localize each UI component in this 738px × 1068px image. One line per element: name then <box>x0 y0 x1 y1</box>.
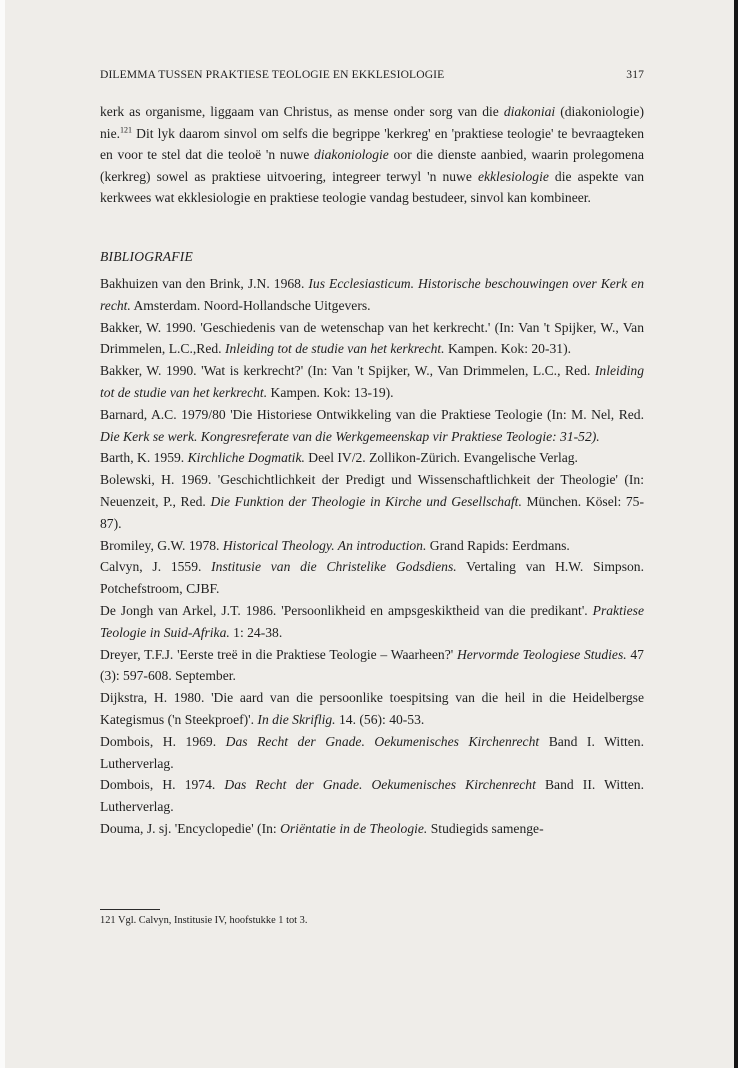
bibliography-list <box>100 273 644 840</box>
bibliography-heading: BIBLIOGRAFIE <box>100 249 193 264</box>
bibliography-entry: De Jongh van Arkel, J.T. 1986. 'Persoonlikheid en ampsgeskiktheid van die predikant'. Praktiese Teologie in Suid-Afrika. 1: 24-38. <box>100 602 644 640</box>
footnote: 121 Vgl. Calvyn, Institusie IV, hoofstukke 1 tot 3. <box>100 915 308 926</box>
scan-edge-right <box>734 0 738 1068</box>
bibliography-entry: Bakhuizen van den Brink, J.N. 1968. Ius Ecclesiasticum. Historische beschouwingen over Kerk en recht. Amsterdam. Noord-Hollandsche Uitgevers. <box>100 276 644 313</box>
intro-text-2: (diakoniologie) nie. <box>100 104 644 141</box>
bibliography-entry: Bolewski, H. 1969. 'Geschichtlichkeit der Predigt und Wissenschaftlichkeit der Theologie' (In: Neuenzeit, P., Red. Die Funktion der Theologie in Kirche und Gesellschaft. München. Kösel: 75-87). <box>100 472 644 531</box>
bibliography-entry: Calvyn, J. 1559. Institusie van die Christelike Godsdiens. Vertaling van H.W. Simpson. Potchefstroom, CJBF. <box>100 559 644 597</box>
bibliography-entry: Dombois, H. 1969. Das Recht der Gnade. Oekumenisches Kirchenrecht Band I. Witten. Lutherverlag. <box>100 733 644 771</box>
footnote-reference: 121 <box>120 125 133 135</box>
intro-emphasis-1: diakoniai <box>503 104 556 119</box>
footnote-divider <box>100 909 160 910</box>
page-number: 317 <box>626 68 644 81</box>
intro-emphasis-3: ekklesiologie <box>477 168 549 184</box>
bibliography-entry: Dombois, H. 1974. Das Recht der Gnade. Oekumenisches Kirchenrecht Band II. Witten. Lutherverlag. <box>100 777 644 815</box>
intro-paragraph <box>100 101 644 209</box>
intro-text-1: kerk as organisme, liggaam van Christus, as mense onder sorg van die <box>100 104 504 119</box>
scan-edge-left <box>0 0 5 1068</box>
intro-text-5: die aspekte van kerkwees wat ekklesiologie en praktiese teologie vandag bestudeer, sinvol kan kombineer. <box>100 168 644 206</box>
bibliography-entry: Dreyer, T.F.J. 'Eerste treë in die Praktiese Teologie – Waarheen?' Hervormde Teologiese Studies. 47 (3): 597-608. September. <box>100 646 644 684</box>
bibliography-entry: Bakker, W. 1990. 'Wat is kerkrecht?' (In: Van 't Spijker, W., Van Drimmelen, L.C., Red. Inleiding tot de studie van het kerkrecht. Kampen. Kok: 13-19). <box>100 363 644 400</box>
intro-text-4: oor die dienste aanbied, waarin prolegomena (kerkreg) sowel as praktiese uitvoering, integreer terwyl 'n nuwe <box>100 147 644 184</box>
bibliography-entry: Barnard, A.C. 1979/80 'Die Historiese Ontwikkeling van die Praktiese Teologie (In: M. Nel, Red. Die Kerk se werk. Kongresreferate van die Werkgemeenskap vir Praktiese Teologie: 31-52). <box>100 406 644 444</box>
bibliography-entry: Dijkstra, H. 1980. 'Die aard van die persoonlike toespitsing van die heil in die Heidelbergse Kategismus ('n Steekproef)'. In die Skriflig. 14. (56): 40-53. <box>100 690 644 727</box>
intro-text-3: Dit lyk daarom sinvol om selfs die begrippe 'kerkreg' en 'praktiese teologie' te bevraagteken en voor te stel dat die teoloë 'n nuwe <box>100 125 644 163</box>
bibliography-entry: Douma, J. sj. 'Encyclopedie' (In: Oriëntatie in de Theologie. Studiegids samenge- <box>100 820 544 836</box>
intro-emphasis-2: diakoniologie <box>314 147 389 163</box>
bibliography-entry: Bromiley, G.W. 1978. Historical Theology. An introduction. Grand Rapids: Eerdmans. <box>100 537 570 553</box>
bibliography-entry: Barth, K. 1959. Kirchliche Dogmatik. Deel IV/2. Zollikon-Zürich. Evangelische Verlag. <box>100 450 578 466</box>
bibliography-entry: Bakker, W. 1990. 'Geschiedenis van de wetenschap van het kerkrecht.' (In: Van 't Spijker, W., Van Drimmelen, L.C.,Red. Inleiding tot de studie van het kerkrecht. Kampen. Kok: 20-31). <box>100 319 644 357</box>
running-title: DILEMMA TUSSEN PRAKTIESE TEOLOGIE EN EKKLESIOLOGIE <box>100 68 445 81</box>
